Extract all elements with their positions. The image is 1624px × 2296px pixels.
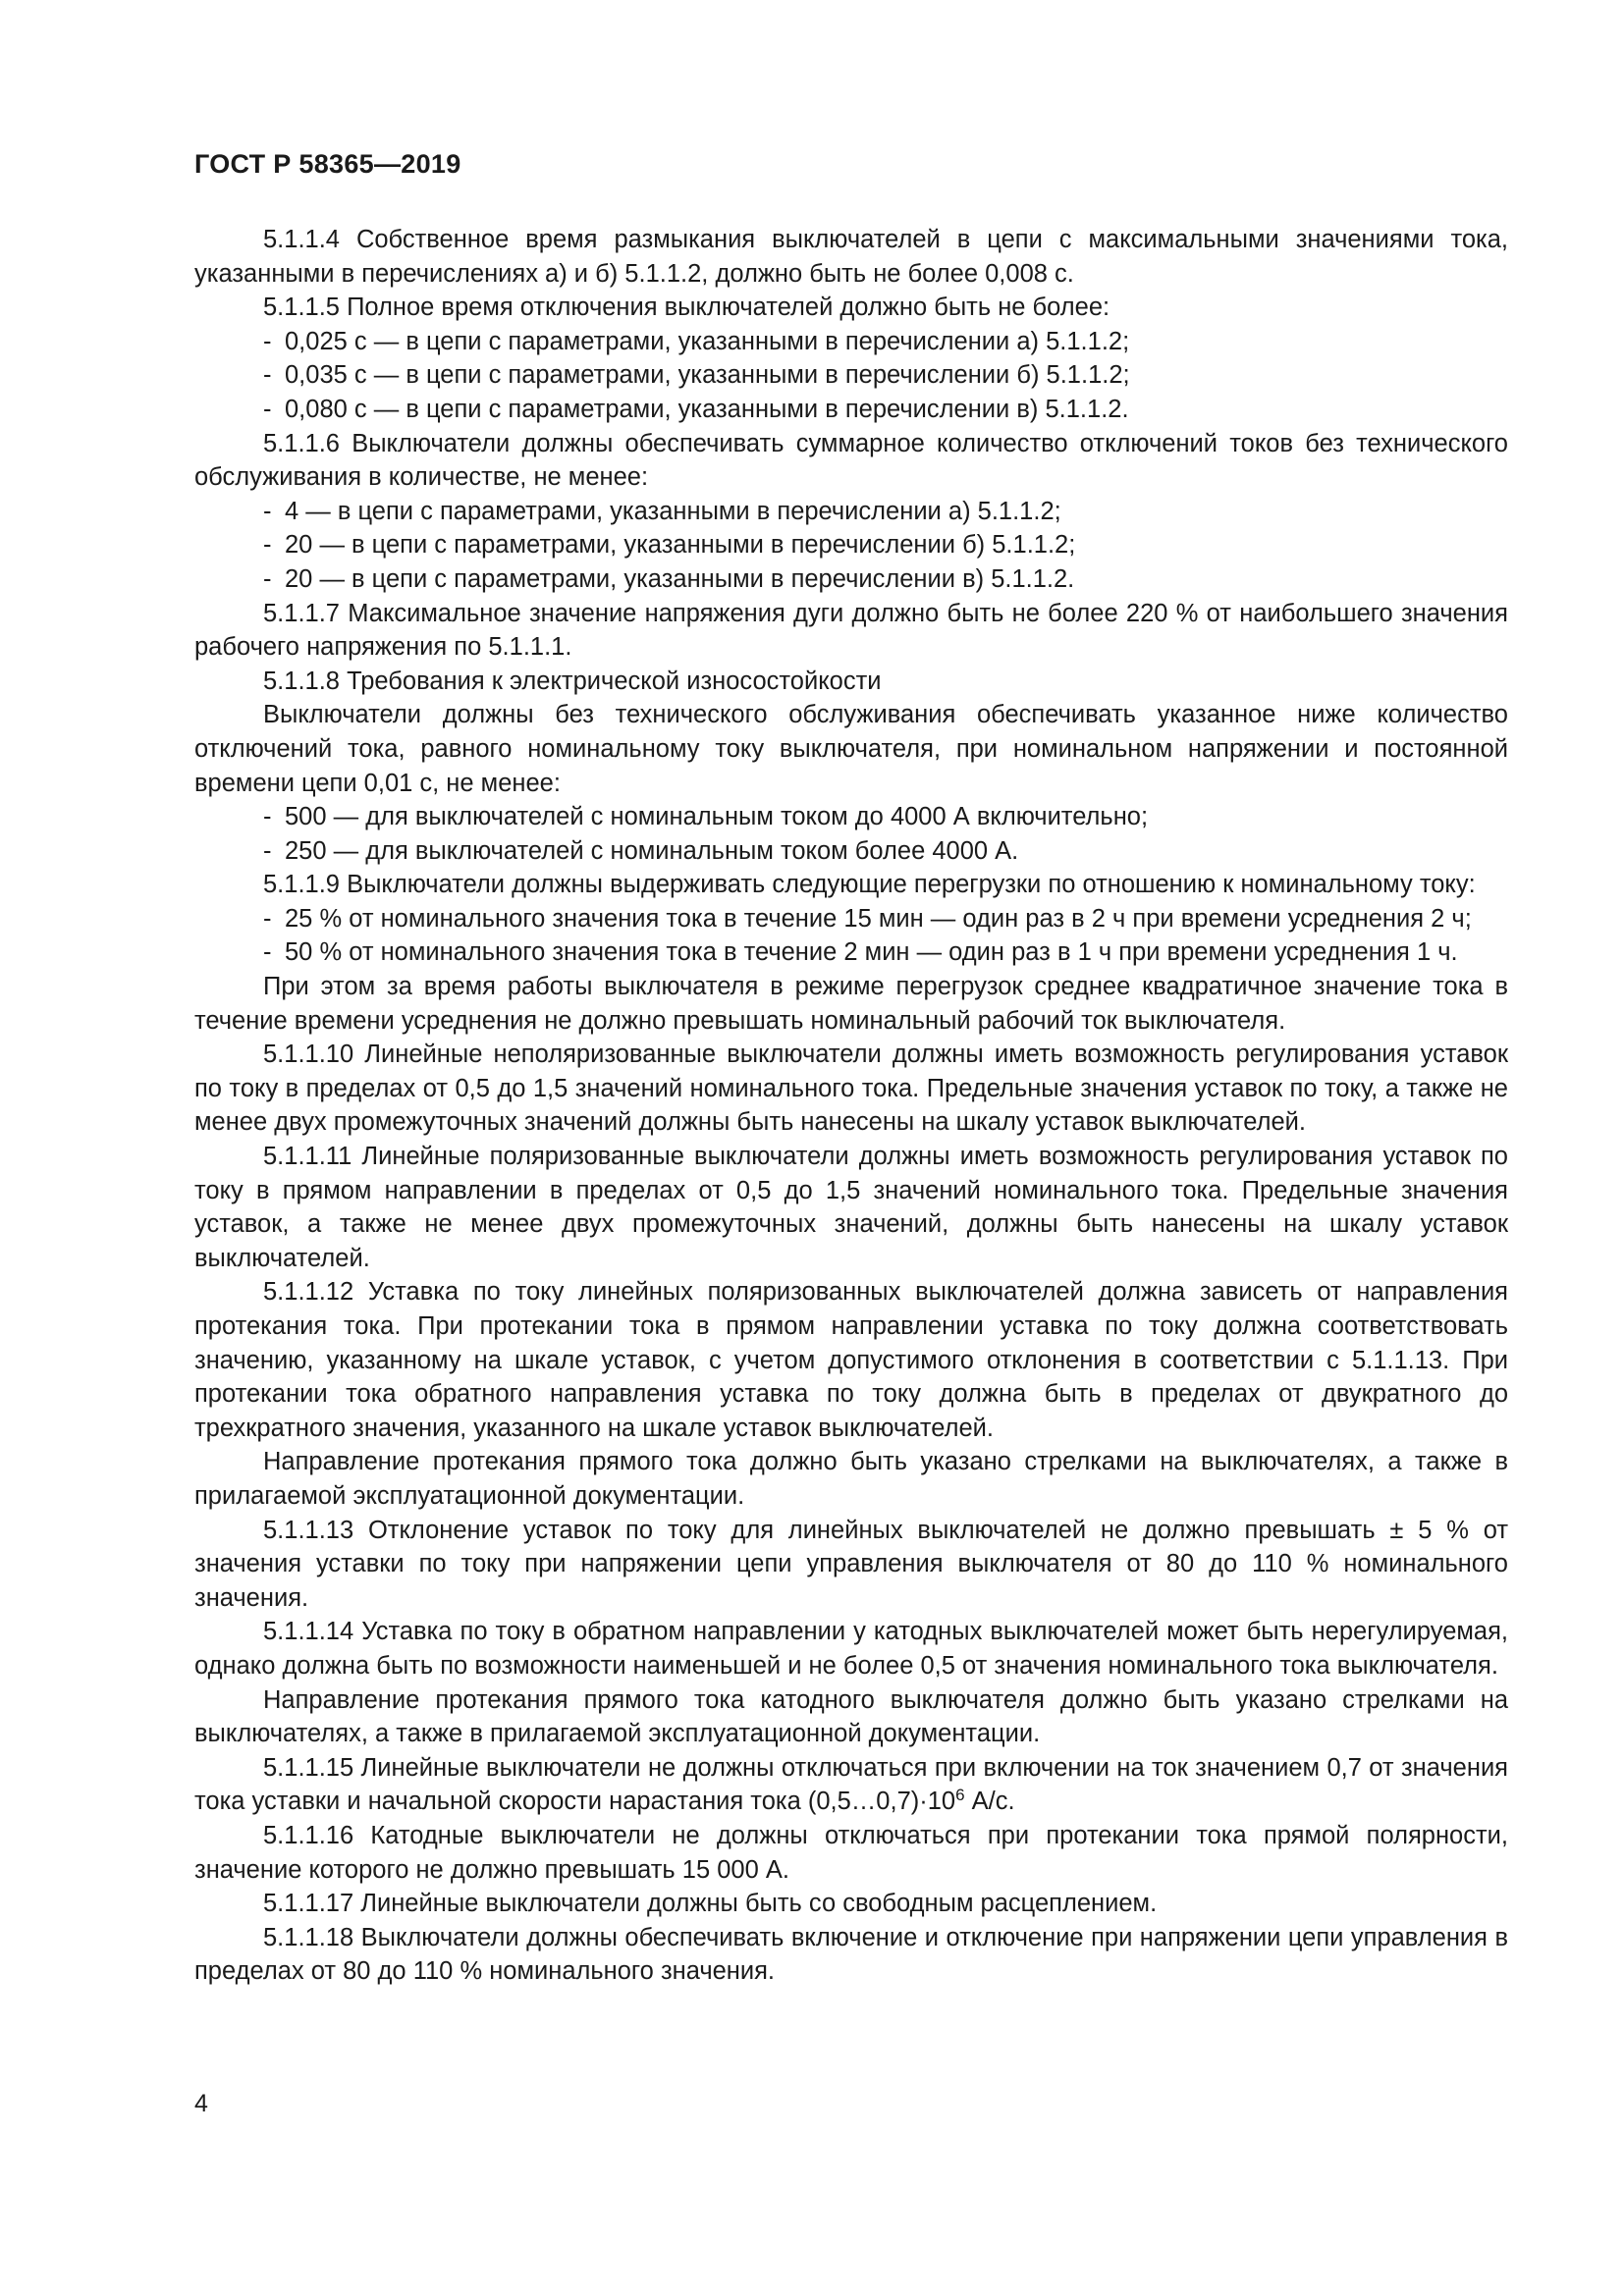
list-item: [194, 902, 1508, 936]
paragraph-text: 25 % от номинального значения тока в течение 15 мин — один раз в 2 ч при времени усреднения 2 ч;: [285, 904, 1472, 933]
paragraph: [194, 223, 1508, 291]
paragraph: [194, 1921, 1508, 1989]
list-dash: -: [263, 361, 272, 390]
paragraph-text: 5.1.1.4 Собственное время размыкания выключателей в цепи с максимальными значениями тока, указанными в перечислениях а) и б) 5.1.1.2, должно быть не более 0,008 с.: [194, 226, 1508, 288]
paragraph: [194, 1038, 1508, 1140]
paragraph: [194, 1751, 1508, 1819]
paragraph: [194, 1140, 1508, 1275]
list-dash: -: [263, 938, 272, 967]
paragraph-text: 5.1.1.10 Линейные неполяризованные выключатели должны иметь возможность регулирования уставок по току в пределах от 0,5 до 1,5 значений номинального тока. Предельные значения уставок по току, а также не менее двух промежуточных значений должны быть нанесены на шкалу уставок выключателей.: [194, 1041, 1508, 1137]
paragraph-text: 5.1.1.9 Выключатели должны выдерживать следующие перегрузки по отношению к номинальному току:: [263, 871, 1476, 899]
paragraph: [194, 1819, 1508, 1887]
paragraph-text: Направление протекания прямого тока катодного выключателя должно быть указано стрелками на выключателях, а также в прилагаемой эксплуатационной документации.: [194, 1685, 1508, 1748]
paragraph-text: 5.1.1.16 Катодные выключатели не должны отключаться при протекании тока прямой полярности, значение которого не должно превышать 15 000 А.: [194, 1821, 1508, 1884]
page-number: 4: [194, 2090, 208, 2117]
paragraph: [194, 698, 1508, 800]
list-dash: -: [263, 904, 272, 933]
paragraph-text: 5.1.1.6 Выключатели должны обеспечивать суммарное количество отключений токов без технического обслуживания в количестве, не менее:: [194, 429, 1508, 492]
paragraph-text: 20 — в цепи с параметрами, указанными в перечислении в) 5.1.1.2.: [285, 564, 1075, 593]
list-item: [194, 325, 1508, 359]
document-body: [194, 223, 1508, 1989]
paragraph-text: 5.1.1.13 Отклонение уставок по току для линейных выключателей не должно превышать ± 5 % от значения уставки по току при напряжении цепи управления выключателя от 80 до 110 % номинального значения.: [194, 1516, 1508, 1612]
paragraph-text-tail: А/с.: [964, 1788, 1015, 1816]
list-item: [194, 935, 1508, 970]
paragraph-text: 5.1.1.5 Полное время отключения выключателей должно быть не более:: [263, 294, 1110, 322]
paragraph-text: 20 — в цепи с параметрами, указанными в перечислении б) 5.1.1.2;: [285, 531, 1076, 560]
paragraph-text: 5.1.1.14 Уставка по току в обратном направлении у катодных выключателей может быть нерегулируемая, однако должна быть по возможности наименьшей и не более 0,5 от значения номинального тока выключателя.: [194, 1618, 1508, 1680]
list-dash: -: [263, 327, 272, 355]
paragraph: [194, 291, 1508, 325]
list-dash: -: [263, 395, 272, 423]
paragraph: [194, 1615, 1508, 1682]
paragraph: [194, 1887, 1508, 1921]
list-dash: -: [263, 531, 272, 560]
list-item: [194, 800, 1508, 834]
paragraph-text: Выключатели должны без технического обслуживания обеспечивать указанное ниже количество отключений тока, равного номинальному току выключателя, при номинальном напряжении и постоянной времени цепи 0,01 с, не менее:: [194, 701, 1508, 797]
document-header-title: ГОСТ Р 58365—2019: [194, 149, 461, 179]
paragraph: [194, 665, 1508, 699]
superscript: 6: [955, 1786, 965, 1805]
paragraph: [194, 1445, 1508, 1513]
paragraph-text: 4 — в цепи с параметрами, указанными в перечислении а) 5.1.1.2;: [285, 497, 1061, 525]
paragraph: [194, 1514, 1508, 1616]
list-item: [194, 393, 1508, 427]
paragraph-text: 0,080 с — в цепи с параметрами, указанными в перечислении в) 5.1.1.2.: [285, 395, 1129, 423]
list-dash: -: [263, 803, 272, 831]
paragraph: [194, 868, 1508, 902]
paragraph-text: 5.1.1.15 Линейные выключатели не должны отключаться при включении на ток значением 0,7 от значения тока уставки и начальной скорости нарастания тока (0,5…0,7)·10: [194, 1753, 1508, 1816]
list-item: [194, 834, 1508, 869]
paragraph-text: 0,025 с — в цепи с параметрами, указанными в перечислении а) 5.1.1.2;: [285, 327, 1130, 355]
paragraph: [194, 970, 1508, 1038]
paragraph-text: 5.1.1.11 Линейные поляризованные выключатели должны иметь возможность регулирования уставок по току в прямом направлении в пределах от 0,5 до 1,5 значений номинального тока. Предельные значения уставок, а также не менее двух промежуточных значений, должны быть нанесены на шкалу уставок выключателей.: [194, 1143, 1508, 1272]
list-dash: -: [263, 497, 272, 525]
paragraph: [194, 597, 1508, 665]
paragraph-text: 5.1.1.7 Максимальное значение напряжения дуги должно быть не более 220 % от наибольшего значения рабочего напряжения по 5.1.1.1.: [194, 599, 1508, 662]
paragraph-text: При этом за время работы выключателя в режиме перегрузок среднее квадратичное значение тока в течение времени усреднения не должно превышать номинальный рабочий ток выключателя.: [194, 973, 1508, 1035]
paragraph: [194, 427, 1508, 495]
paragraph: [194, 1275, 1508, 1445]
paragraph-text: Направление протекания прямого тока должно быть указано стрелками на выключателях, а также в прилагаемой эксплуатационной документации.: [194, 1448, 1508, 1510]
list-item: [194, 562, 1508, 597]
paragraph-text: 5.1.1.18 Выключатели должны обеспечивать включение и отключение при напряжении цепи управления в пределах от 80 до 110 % номинального значения.: [194, 1923, 1508, 1986]
paragraph-text: 5.1.1.8 Требования к электрической износостойкости: [263, 667, 882, 695]
list-item: [194, 495, 1508, 529]
paragraph-text: 500 — для выключателей с номинальным током до 4000 А включительно;: [285, 803, 1149, 831]
paragraph-text: 5.1.1.12 Уставка по току линейных поляризованных выключателей должна зависеть от направления протекания тока. При протекании тока в прямом направлении уставка по току должна соответствовать значению, указанному на шкале уставок, с учетом допустимого отклонения в соответствии с 5.1.1.13. При протекании тока обратного направления уставка по току должна быть в пределах от двукратного до трехкратного значения, указанного на шкале уставок выключателей.: [194, 1278, 1508, 1442]
list-dash: -: [263, 836, 272, 865]
paragraph-text: 250 — для выключателей с номинальным током более 4000 А.: [285, 836, 1019, 865]
paragraph-text: 0,035 с — в цепи с параметрами, указанными в перечислении б) 5.1.1.2;: [285, 361, 1130, 390]
paragraph: [194, 1683, 1508, 1751]
paragraph-text: 50 % от номинального значения тока в течение 2 мин — один раз в 1 ч при времени усреднения 1 ч.: [285, 938, 1458, 967]
list-dash: -: [263, 564, 272, 593]
list-item: [194, 528, 1508, 562]
list-item: [194, 358, 1508, 393]
paragraph-text: 5.1.1.17 Линейные выключатели должны быть со свободным расцеплением.: [263, 1890, 1158, 1918]
